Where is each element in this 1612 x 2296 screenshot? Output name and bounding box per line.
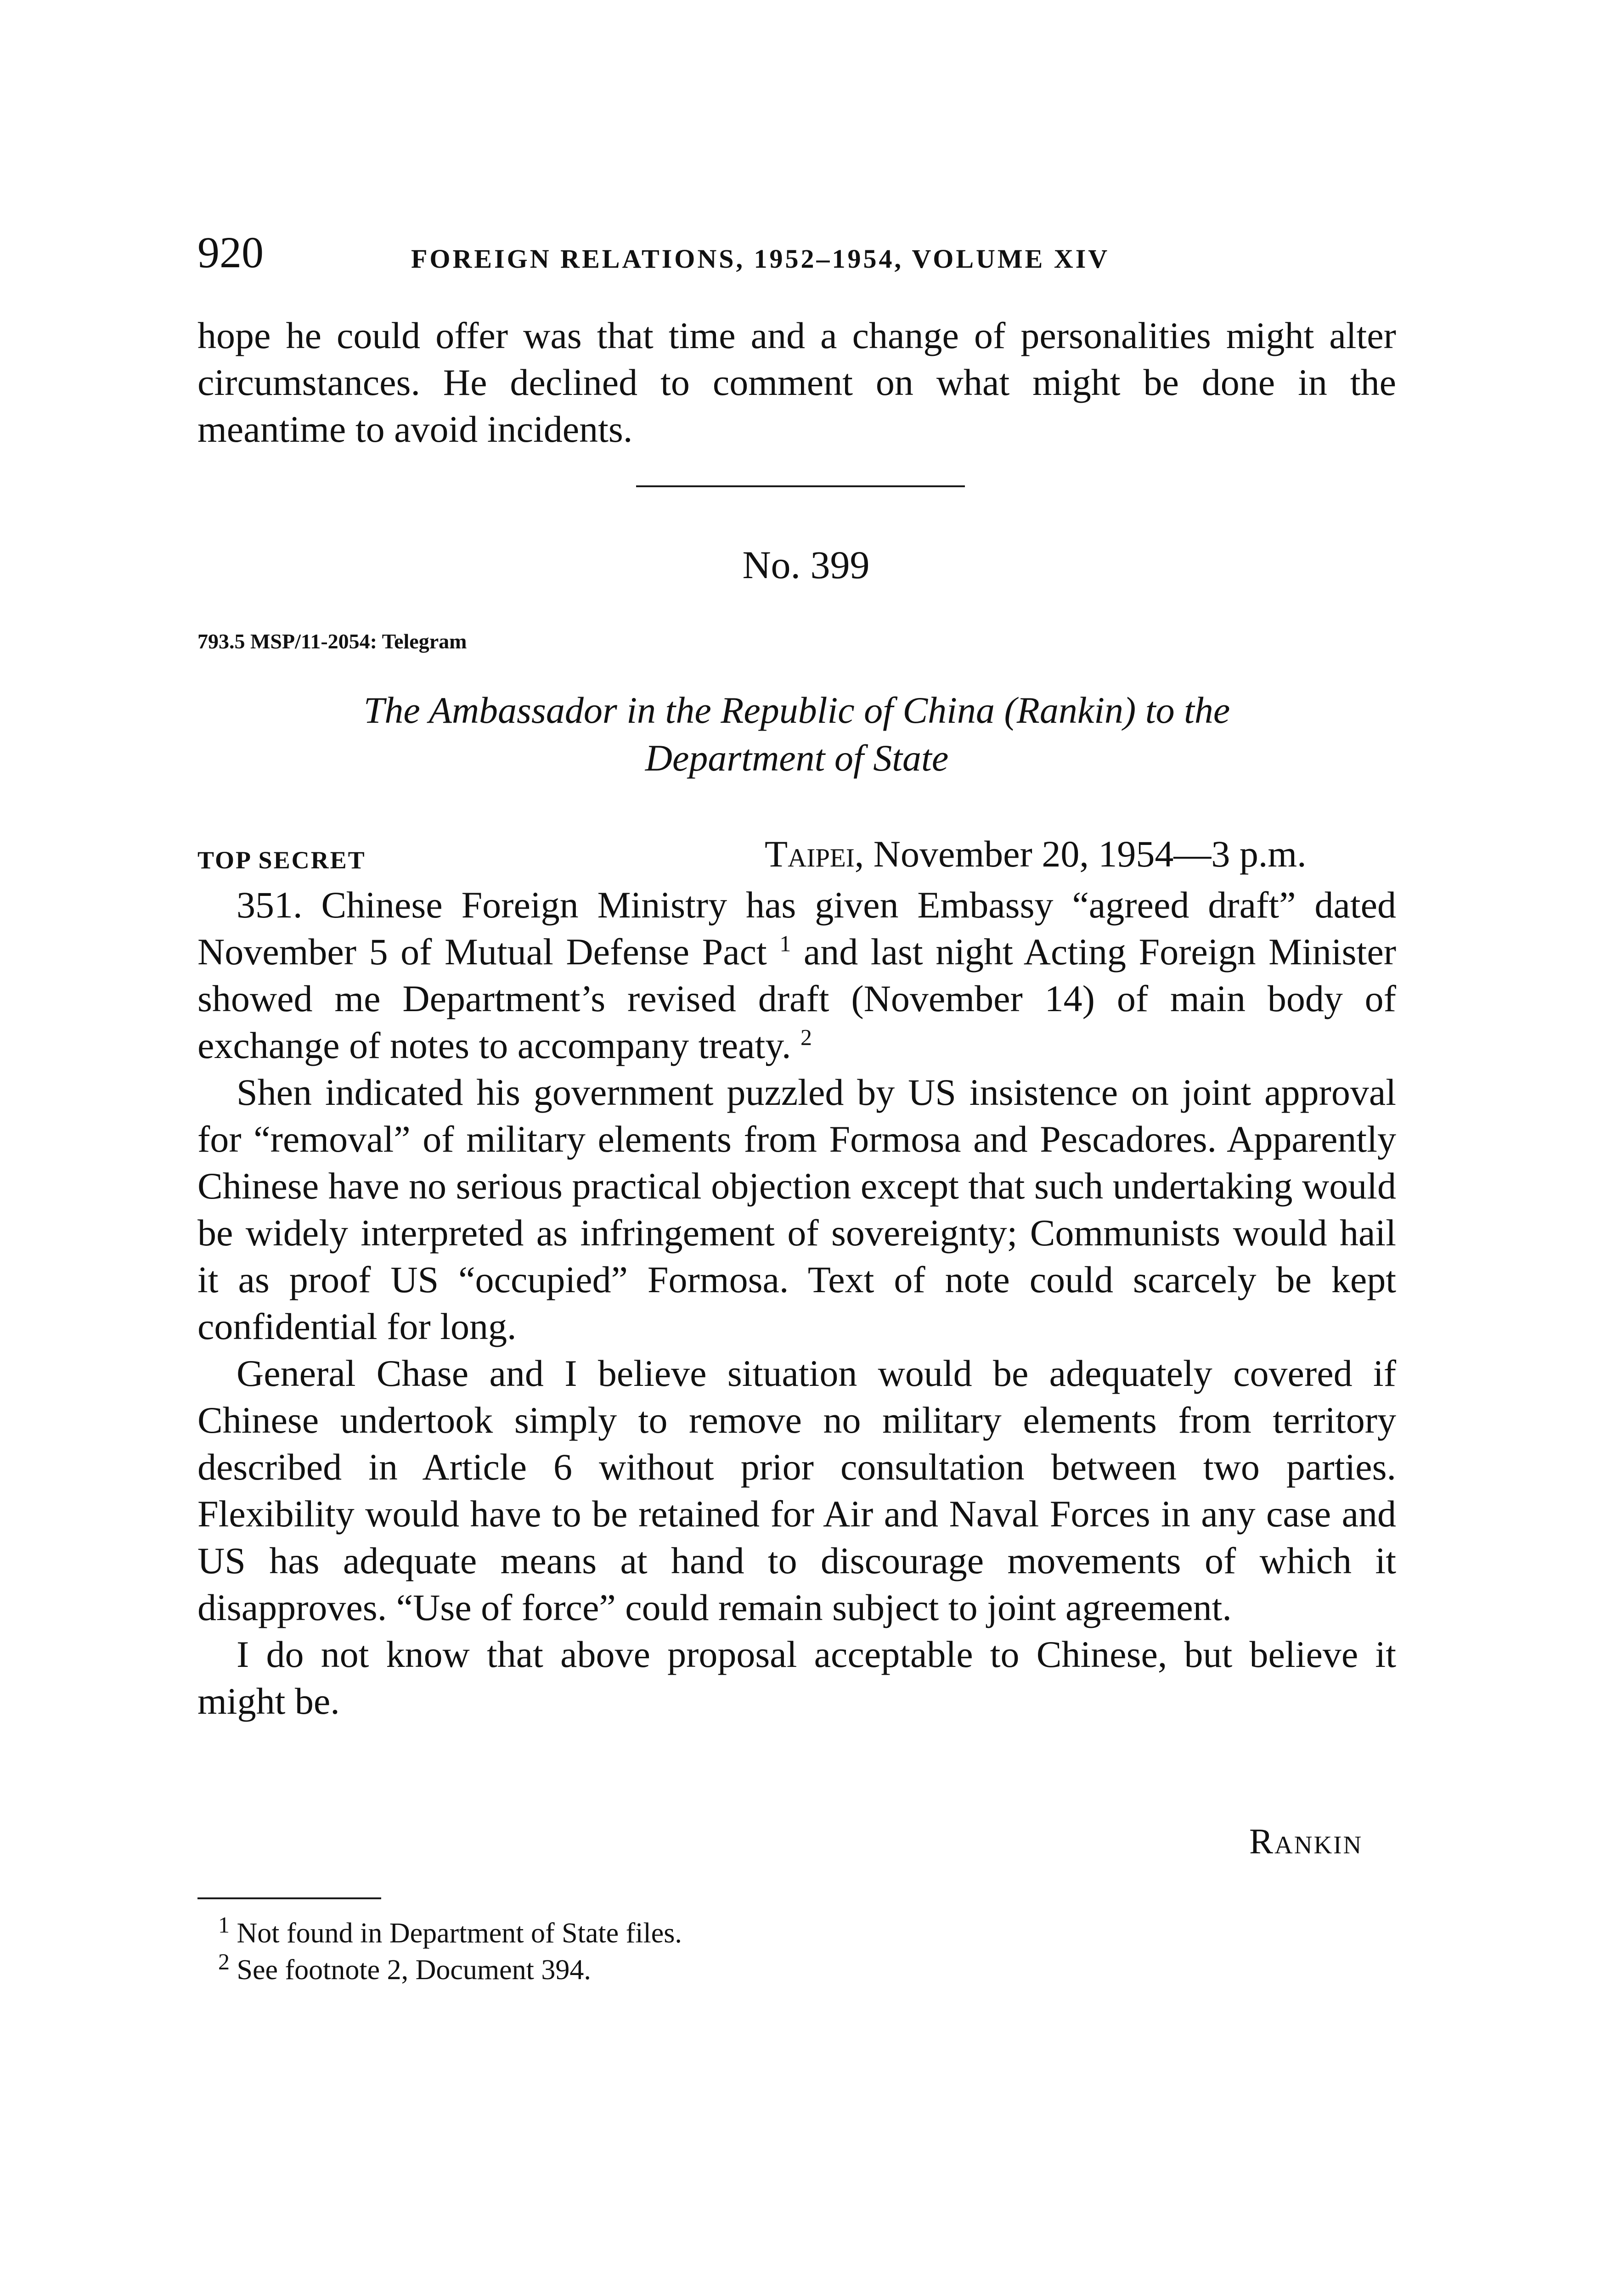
document-number: No. 399	[742, 543, 870, 587]
file-reference: 793.5 MSP/11-2054: Telegram	[197, 630, 467, 653]
footnote-2-mark: 2	[218, 1948, 230, 1975]
document-title-line-2: Department of State	[645, 737, 949, 779]
paragraph-4: I do not know that above proposal acceptable to Chinese, but believe it might be.	[197, 1633, 1396, 1722]
telegram-body	[197, 882, 1396, 1725]
paragraph-1-part-a: 351. Chinese Foreign Ministry has given Embassy “agreed draft” dated November 5 of Mutual Defense Pact	[197, 884, 1396, 973]
footnote-ref-2: 2	[800, 1024, 812, 1050]
running-title: FOREIGN RELATIONS, 1952–1954, VOLUME XIV	[411, 244, 1110, 274]
document-title-line-1: The Ambassador in the Republic of China (Rankin) to the	[363, 689, 1230, 731]
document-title	[197, 687, 1396, 782]
carryover-text: hope he could offer was that time and a change of personalities might alter circumstances. He declined to comment on what might be done in the meantime to avoid incidents.	[197, 315, 1396, 450]
page-number: 920	[197, 228, 264, 277]
footnotes	[218, 1912, 1320, 1988]
date-time: November 20, 1954—3 p.m.	[873, 833, 1307, 875]
dateline	[197, 829, 1396, 879]
place-name: Taipei,	[765, 833, 864, 875]
footnote-2-text: See footnote 2, Document 394.	[237, 1954, 591, 1986]
signature: Rankin	[1249, 1821, 1363, 1861]
classification-marking: TOP SECRET	[197, 846, 366, 874]
paragraph-1	[197, 882, 1396, 1069]
running-head	[197, 220, 1396, 285]
carryover-paragraph	[197, 312, 1396, 453]
footnote-2	[218, 1948, 1320, 1988]
paragraph-3: General Chase and I believe situation would be adequately covered if Chinese undertook simply to remove no military elements from territory described in Article 6 without prior consultation between two parties. Flexibility would have to be retained for Air and Naval Forces in any case and US has adequate means at hand to discourage movements of which it disapproves. “Use of force” could remain subject to joint agreement.	[197, 1352, 1396, 1628]
footnote-rule	[197, 1897, 381, 1899]
document-separator-rule	[636, 485, 965, 487]
place-and-date	[765, 829, 1307, 879]
paragraph-2: Shen indicated his government puzzled by US insistence on joint approval for “removal” of military elements from Formosa and Pescadores. Apparently Chinese have no serious practical objection except that such undertaking would be widely interpreted as infringement of sovereignty; Communists would hail it as proof US “occupied” Formosa. Text of note could scarcely be kept confidential for long.	[197, 1071, 1396, 1347]
footnote-ref-1: 1	[779, 930, 791, 957]
paragraph-1-part-b: and last night Acting Foreign Minister showed me Department’s revised draft (November 14) of main body of exchange of notes to accompany treaty.	[197, 931, 1397, 1066]
footnote-1-mark: 1	[218, 1912, 230, 1938]
footnote-1	[218, 1912, 1320, 1952]
footnote-1-text: Not found in Department of State files.	[237, 1918, 682, 1949]
